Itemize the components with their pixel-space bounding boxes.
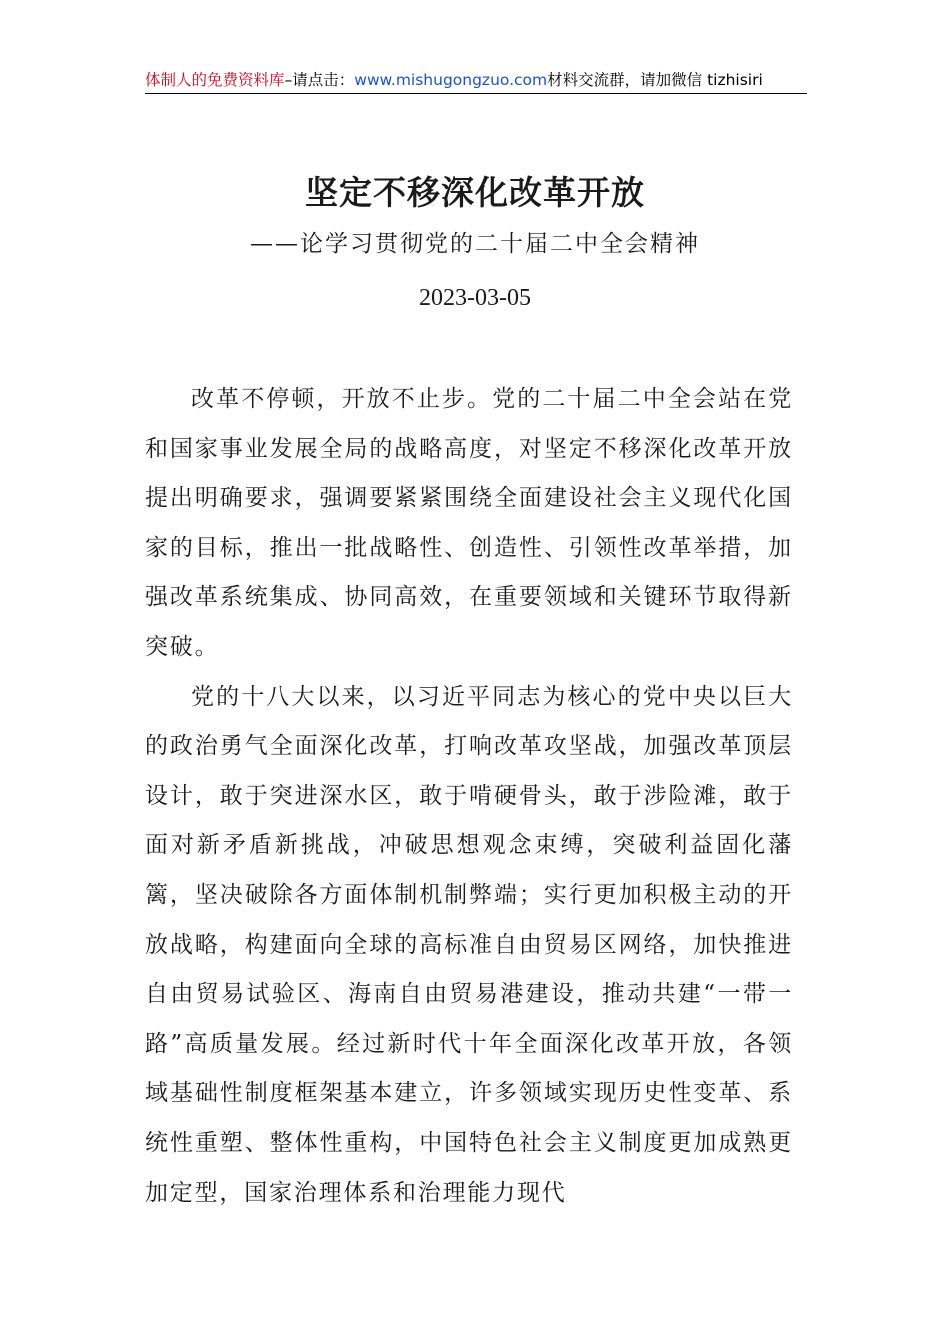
header-link[interactable]: www.mishugongzuo.com [354, 71, 548, 89]
article-date: 2023-03-05 [419, 285, 531, 311]
header-brand[interactable]: 体制人的免费资料库 [145, 71, 285, 89]
header-prompt: –请点击： [284, 71, 355, 89]
article-subtitle: ——论学习贯彻党的二十届二中全会精神 [250, 231, 700, 257]
header-divider [145, 93, 807, 94]
article-body [145, 375, 793, 1218]
paragraph: 党的十八大以来，以习近平同志为核心的党中央以巨大的政治勇气全面深化改革，打响改革攻坚战，加强改革顶层设计，敢于突进深水区，敢于啃硬骨头，敢于涉险滩，敢于面对新矛盾新挑战，冲破思想观念束缚，突破利益固化藩篱，坚决破除各方面体制机制弊端；实行更加积极主动的开放战略，构建面向全球的高标准自由贸易区网络，加快推进自由贸易试验区、海南自由贸易港建设，推动共建“一带一路”高质量发展。经过新时代十年全面深化改革开放，各领域基础性制度框架基本建立，许多领域实现历史性变革、系统性重塑、整体性重构，中国特色社会主义制度更加成熟更加定型，国家治理体系和治理能力现代 [145, 683, 793, 1206]
paragraph: 改革不停顿，开放不止步。党的二十届二中全会站在党和国家事业发展全局的战略高度，对坚定不移深化改革开放提出明确要求，强调要紧紧围绕全面建设社会主义现代化国家的目标，推出一批战略性、创造性、引领性改革举措，加强改革系统集成、协同高效，在重要领域和关键环节取得新突破。 [145, 386, 793, 660]
article-title: 坚定不移深化改革开放 [305, 173, 645, 212]
page-header [145, 68, 807, 94]
header-note: 材料交流群，请加微信 tizhisiri [547, 71, 763, 89]
